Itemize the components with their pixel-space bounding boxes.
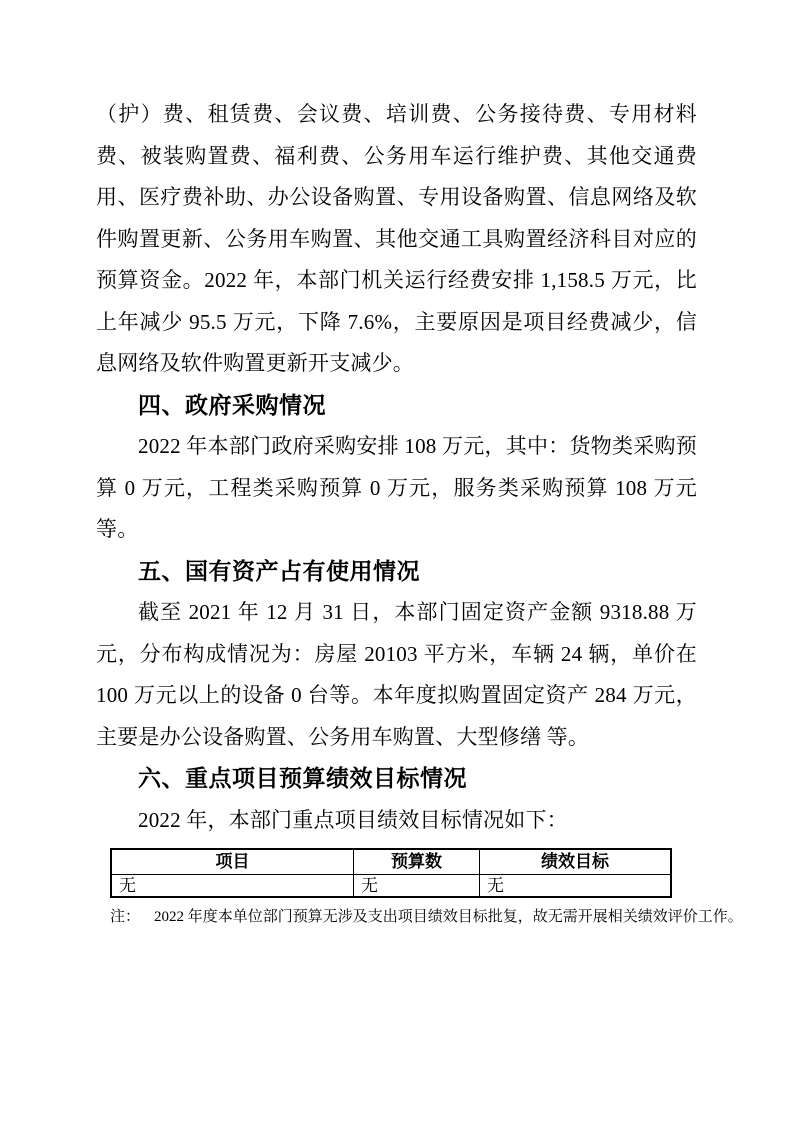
performance-table-row <box>111 875 671 898</box>
performance-table-cell-project: 无 <box>111 875 353 898</box>
intro-paragraph: （护）费、租赁费、会议费、培训费、公务接待费、专用材料费、被装购置费、福利费、公务用车运行维护费、其他交通费用、医疗费补助、办公设备购置、专用设备购置、信息网络及软件购置更新、公务用车购置、其他交通工具购置经济科目对应的预算资金。2022 年，本部门机关运行经费安排 1,158.5 万元，比上年减少 95.5 万元，下降 7.6%，主要原因是项目经费减少，信息网络及软件购置更新开支减少。 <box>96 102 697 375</box>
procurement-paragraph: 2022 年本部门政府采购安排 108 万元，其中：货物类采购预算 0 万元，工程类采购预算 0 万元，服务类采购预算 108 万元等。 <box>96 434 697 541</box>
performance-table-header-target: 绩效目标 <box>479 849 671 875</box>
key-projects-intro-paragraph: 2022 年，本部门重点项目绩效目标情况如下： <box>138 807 568 832</box>
performance-table-header-project: 项目 <box>111 849 353 875</box>
document-content <box>96 94 743 927</box>
footnote-text: 2022 年度本单位部门预算无涉及支出项目绩效目标批复，故无需开展相关绩效评价工作。 <box>154 909 743 925</box>
performance-table-header-row <box>111 849 671 875</box>
performance-table <box>110 848 672 898</box>
heading-state-owned-assets: 五、国有资产占有使用情况 <box>138 557 420 584</box>
performance-table-cell-target: 无 <box>479 875 671 898</box>
heading-government-procurement: 四、政府采购情况 <box>138 391 326 418</box>
footnote-label: 注： <box>110 909 141 925</box>
table-footnote <box>110 907 743 927</box>
performance-table-cell-budget: 无 <box>353 875 479 898</box>
heading-key-project-performance: 六、重点项目预算绩效目标情况 <box>138 765 467 791</box>
performance-table-header-budget: 预算数 <box>353 849 479 875</box>
assets-paragraph: 截至 2021 年 12 月 31 日，本部门固定资产金额 9318.88 万元，分布构成情况为：房屋 20103 平方米，车辆 24 辆，单价在 100 万元以上的设备 0 台等。本年度拟购置固定资产 284 万元，主要是办公设备购置、公务用车购置、大型修缮 等。 <box>96 600 697 749</box>
